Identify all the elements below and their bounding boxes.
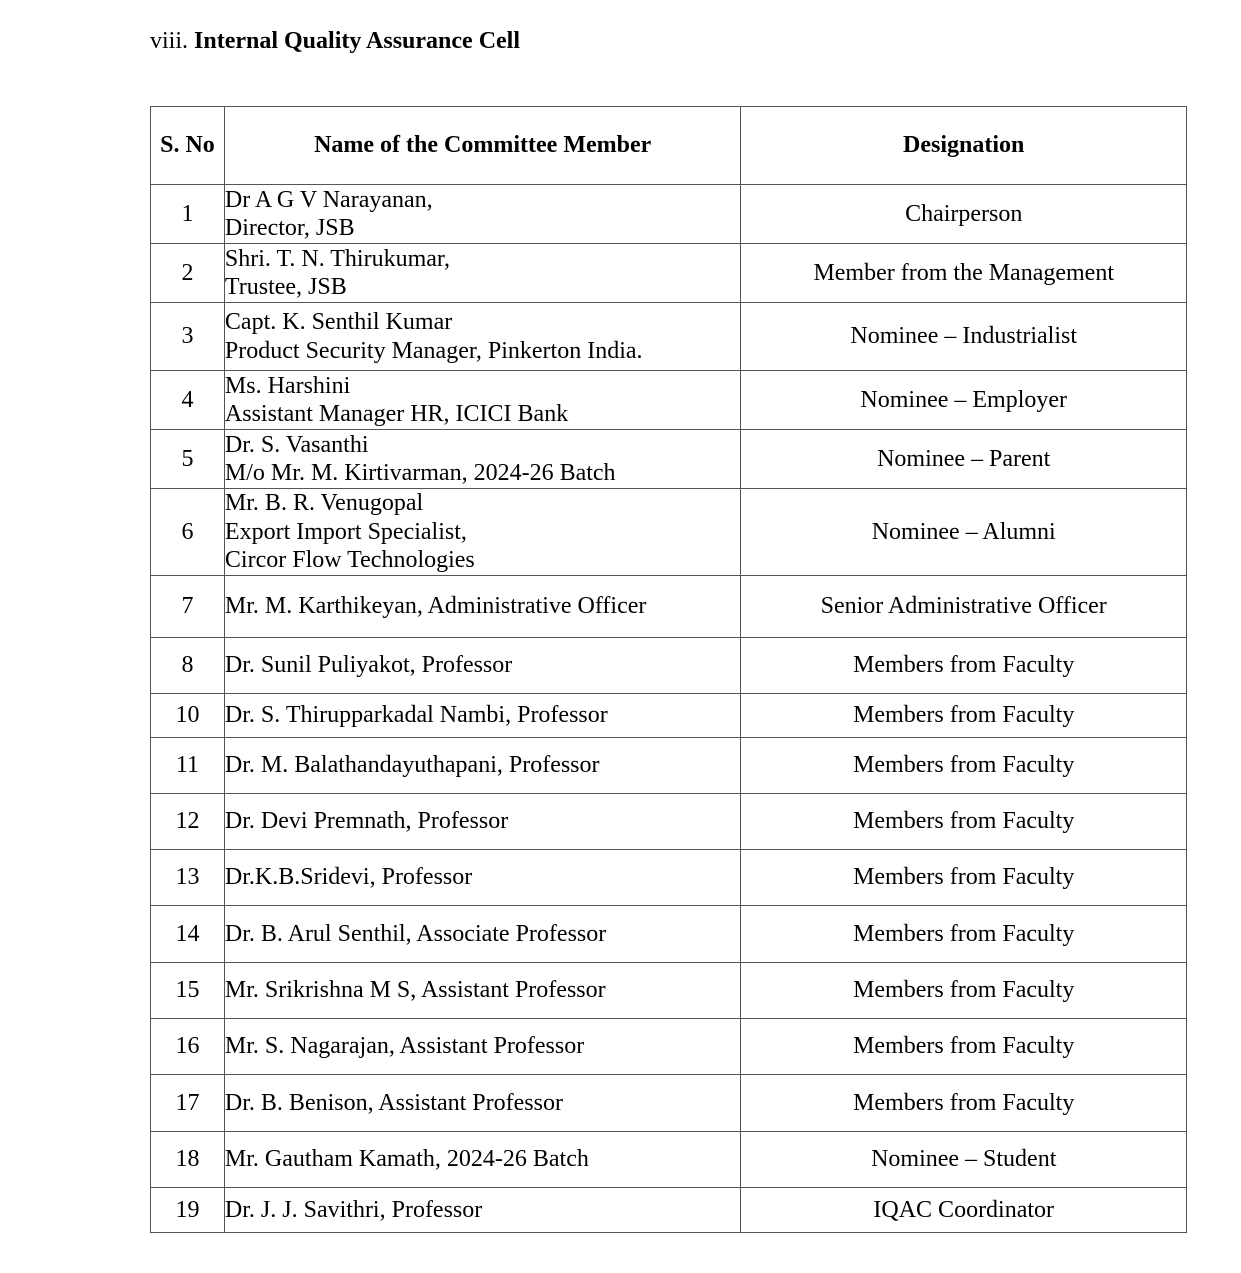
cell-sno: 8 xyxy=(151,638,225,694)
cell-designation: Members from Faculty xyxy=(741,794,1187,850)
table-row xyxy=(151,489,1187,576)
member-name-line: Director, JSB xyxy=(224,215,355,241)
cell-member-name xyxy=(224,1188,741,1233)
cell-member-name xyxy=(224,638,741,694)
cell-sno: 10 xyxy=(151,694,225,738)
cell-designation: Nominee – Student xyxy=(741,1132,1187,1188)
member-name-line: Ms. Harshini xyxy=(224,372,351,399)
member-name-line: Dr. B. Arul Senthil, Associate Professor xyxy=(224,920,607,947)
member-name-line: Dr.K.B.Sridevi, Professor xyxy=(224,864,473,891)
member-name-line: Export Import Specialist, xyxy=(224,518,467,545)
cell-designation: Members from Faculty xyxy=(741,850,1187,906)
member-name-line: Capt. K. Senthil Kumar xyxy=(224,309,453,335)
cell-member-name xyxy=(224,371,741,430)
cell-designation: Senior Administrative Officer xyxy=(741,576,1187,638)
cell-member-name xyxy=(224,303,741,371)
cell-member-name xyxy=(224,576,741,638)
header-sno: S. No xyxy=(151,107,225,185)
cell-member-name xyxy=(224,185,741,244)
member-name-line: Dr. S. Vasanthi xyxy=(224,431,369,458)
cell-member-name xyxy=(224,489,741,576)
member-name-line: Mr. Gautham Kamath, 2024-26 Batch xyxy=(224,1146,589,1173)
cell-sno: 3 xyxy=(151,303,225,371)
member-name-line: Product Security Manager, Pinkerton India. xyxy=(224,337,643,364)
member-name-line: Mr. Srikrishna M S, Assistant Professor xyxy=(224,977,606,1004)
section-number: viii. xyxy=(150,28,189,54)
table-row xyxy=(151,185,1187,244)
table-row xyxy=(151,906,1187,963)
cell-designation: Nominee – Employer xyxy=(741,371,1187,430)
table-row xyxy=(151,794,1187,850)
cell-sno: 17 xyxy=(151,1075,225,1132)
table-row xyxy=(151,1075,1187,1132)
section-heading xyxy=(150,27,520,55)
table-header-row xyxy=(151,107,1187,185)
cell-designation: Members from Faculty xyxy=(741,638,1187,694)
cell-designation: Member from the Management xyxy=(741,244,1187,303)
table-row xyxy=(151,244,1187,303)
member-name-line: Dr. Sunil Puliyakot, Professor xyxy=(224,652,513,679)
table-row xyxy=(151,1132,1187,1188)
cell-member-name xyxy=(224,1132,741,1188)
member-name-line: Dr. J. J. Savithri, Professor xyxy=(224,1196,483,1223)
cell-member-name xyxy=(224,244,741,303)
cell-sno: 6 xyxy=(151,489,225,576)
cell-sno: 14 xyxy=(151,906,225,963)
cell-sno: 12 xyxy=(151,794,225,850)
member-name-line: Assistant Manager HR, ICICI Bank xyxy=(224,401,569,427)
cell-sno: 7 xyxy=(151,576,225,638)
table-row xyxy=(151,576,1187,638)
member-name-line: Mr. M. Karthikeyan, Administrative Officer xyxy=(224,593,647,620)
cell-designation: Members from Faculty xyxy=(741,738,1187,794)
table-row xyxy=(151,303,1187,371)
cell-member-name xyxy=(224,430,741,489)
header-name: Name of the Committee Member xyxy=(224,107,741,185)
cell-sno: 2 xyxy=(151,244,225,303)
table-row xyxy=(151,963,1187,1019)
cell-member-name xyxy=(224,906,741,963)
table-row xyxy=(151,1188,1187,1233)
cell-member-name xyxy=(224,1075,741,1132)
section-title: Internal Quality Assurance Cell xyxy=(194,28,521,54)
cell-designation: Members from Faculty xyxy=(741,694,1187,738)
cell-member-name xyxy=(224,738,741,794)
table-row xyxy=(151,638,1187,694)
table-row xyxy=(151,430,1187,489)
cell-member-name xyxy=(224,694,741,738)
cell-sno: 18 xyxy=(151,1132,225,1188)
cell-sno: 19 xyxy=(151,1188,225,1233)
cell-sno: 4 xyxy=(151,371,225,430)
cell-designation: Members from Faculty xyxy=(741,906,1187,963)
cell-sno: 13 xyxy=(151,850,225,906)
table-row xyxy=(151,738,1187,794)
member-name-line: Dr. S. Thirupparkadal Nambi, Professor xyxy=(224,702,608,729)
member-name-line: Circor Flow Technologies xyxy=(224,547,475,574)
cell-designation: Chairperson xyxy=(741,185,1187,244)
member-name-line: Trustee, JSB xyxy=(224,274,347,300)
cell-designation: Members from Faculty xyxy=(741,1075,1187,1132)
cell-designation: Members from Faculty xyxy=(741,963,1187,1019)
member-name-line: Dr. B. Benison, Assistant Professor xyxy=(224,1089,563,1116)
cell-member-name xyxy=(224,1019,741,1075)
cell-sno: 16 xyxy=(151,1019,225,1075)
header-designation: Designation xyxy=(741,107,1187,185)
cell-member-name xyxy=(224,963,741,1019)
table-row xyxy=(151,1019,1187,1075)
member-name-line: M/o Mr. M. Kirtivarman, 2024-26 Batch xyxy=(224,460,616,486)
cell-designation: Nominee – Parent xyxy=(741,430,1187,489)
cell-designation: Members from Faculty xyxy=(741,1019,1187,1075)
cell-member-name xyxy=(224,794,741,850)
member-name-line: Shri. T. N. Thirukumar, xyxy=(224,245,450,272)
cell-designation: Nominee – Industrialist xyxy=(741,303,1187,371)
member-name-line: Dr. Devi Premnath, Professor xyxy=(224,808,509,835)
cell-designation: Nominee – Alumni xyxy=(741,489,1187,576)
committee-table xyxy=(150,106,1187,1233)
table-row xyxy=(151,371,1187,430)
cell-sno: 15 xyxy=(151,963,225,1019)
table-row xyxy=(151,850,1187,906)
member-name-line: Mr. S. Nagarajan, Assistant Professor xyxy=(224,1033,585,1060)
table-row xyxy=(151,694,1187,738)
member-name-line: Dr. M. Balathandayuthapani, Professor xyxy=(224,752,600,779)
cell-sno: 1 xyxy=(151,185,225,244)
cell-member-name xyxy=(224,850,741,906)
member-name-line: Mr. B. R. Venugopal xyxy=(224,490,424,517)
cell-sno: 5 xyxy=(151,430,225,489)
cell-designation: IQAC Coordinator xyxy=(741,1188,1187,1233)
member-name-line: Dr A G V Narayanan, xyxy=(224,186,433,213)
cell-sno: 11 xyxy=(151,738,225,794)
table-body xyxy=(151,185,1187,1233)
